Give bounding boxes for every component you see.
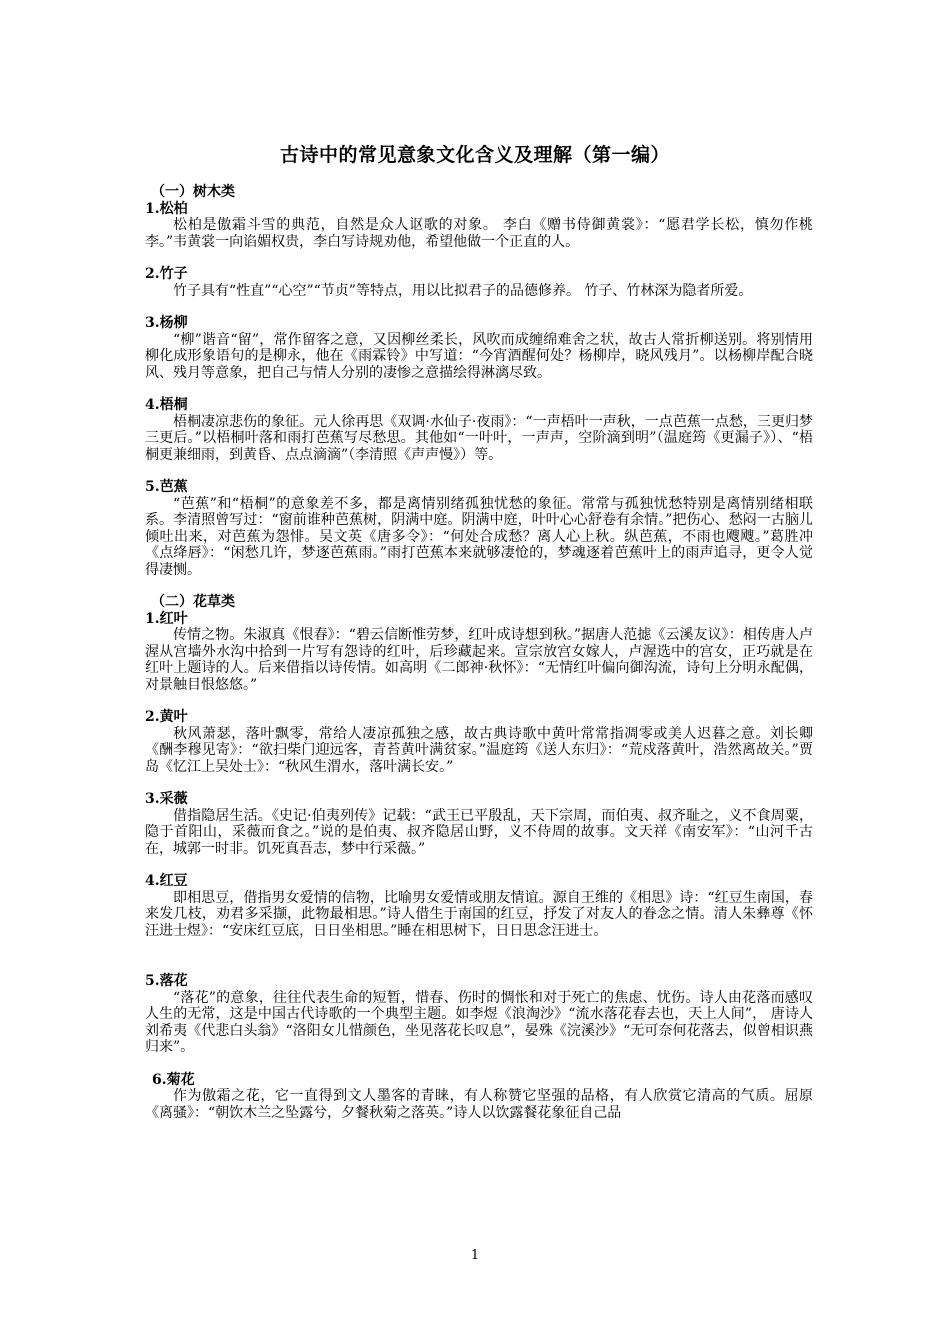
section-yangliu <box>145 315 813 381</box>
section-heading: 1.红叶 <box>145 610 188 627</box>
section-hongdou <box>145 873 813 939</box>
section-text: “柳”谐音“留”，常作留客之意，又因柳丝柔长，风吹而成缠绵难舍之状，故古人常折柳送别。将别情用柳化成形象语句的是柳永，他在《雨霖铃》中写道：“今宵酒醒何处？杨柳岸，晓风残月”。以杨柳岸配合晓风、残月等意象，把自己与情人分别的凄惨之意描绘得淋漓尽致。 <box>145 331 813 381</box>
section-text: 松柏是傲霜斗雪的典范，自然是众人讴歌的对象。 李白《赠书侍御黄裳》：“愿君学长松，慎勿作桃李。”韦黄裳一向谄媚权贵，李白写诗规劝他，希望他做一个正直的人。 <box>145 217 813 250</box>
section-huangye <box>145 709 813 775</box>
category-heading-flowers: （二）花草类 <box>151 594 235 610</box>
section-text: “落花”的意象，往往代表生命的短暂，惜春、伤时的惆怅和对于死亡的焦虑、忧伤。诗人由花落而感叹人生的无常，这是中国古代诗歌的一个典型主题。如李煜《浪淘沙》“流水落花春去也，天上人间”， 唐诗人刘希夷《代悲白头翁》“洛阳女儿惜颜色，坐见落花长叹息”，晏殊《浣溪沙》“无可奈何花落去，似曾相识燕归来”。 <box>145 989 813 1055</box>
section-heading: 4.梧桐 <box>145 397 188 413</box>
section-luohua <box>145 973 813 1056</box>
section-text: “芭蕉”和“梧桐”的意象差不多，都是离情别绪孤独忧愁的象征。常常与孤独忧愁特别是离情别绪相联系。李清照曾写过：“窗前谁种芭蕉树，阴满中庭。阴满中庭，叶叶心心舒卷有余情。”把伤心、愁闷一古脑儿倾吐出来，对芭蕉为怨悱。吴文英《唐多令》：“何处合成愁？离人心上秋。纵芭蕉，不雨也飕飕。”葛胜冲《点绛唇》：“闲愁几许，梦逐芭蕉雨。”雨打芭蕉本来就够凄怆的，梦魂逐着芭蕉叶上的雨声追寻，更令人觉得凄恻。 <box>145 495 813 578</box>
document-body <box>145 184 813 1121</box>
section-text: 传情之物。朱淑真《恨春》：“碧云信断惟劳梦，红叶成诗想到秋。”据唐人范摅《云溪友议》：相传唐人卢渥从宫墙外水沟中拾到一片写有怨诗的红叶，后珍藏起来。宣宗放宫女嫁人，卢渥选中的宫女，正巧就是在红叶上题诗的人。后来借指以诗传情。如高明《二郎神·秋怀》：“无情红叶偏向御沟流，诗句上分明永配偶，对景触目恨悠悠。” <box>145 627 813 693</box>
section-heading: 3.杨柳 <box>145 315 188 331</box>
page-number: 1 <box>470 1248 480 1263</box>
section-text: 梧桐凄凉悲伤的象征。元人徐再思《双调·水仙子·夜雨》：“一声梧叶一声秋，一点芭蕉一点愁，三更归梦三更后。”以梧桐叶落和雨打芭蕉写尽愁思。其他如“一叶叶，一声声，空阶滴到明”（温庭筠《更漏子》）、“梧桐更兼细雨，到黄昏、点点滴滴”（李清照《声声慢》）等。 <box>145 413 813 463</box>
section-text: 竹子具有“性直”“心空”“节贞”等特点，用以比拟君子的品德修养。 竹子、竹林深为隐者所爱。 <box>173 282 753 299</box>
section-heading: 4.红豆 <box>145 873 188 889</box>
section-heading: 3.采薇 <box>145 791 188 807</box>
section-songbai <box>145 201 813 251</box>
section-juhua <box>145 1072 813 1122</box>
section-heading: 2.黄叶 <box>145 709 188 725</box>
section-text: 即相思豆，借指男女爱情的信物，比喻男女爱情或朋友情谊。源自王维的《相思》诗：“红豆生南国，春来发几枝，劝君多采撷，此物最相思。”诗人借生于南国的红豆，抒发了对友人的眷念之情。清人朱彝尊《怀汪进士煜》：“安床红豆底，日日坐相思。”睡在相思树下，日日思念汪进士。 <box>145 889 813 939</box>
section-heading: 1.松柏 <box>145 200 188 217</box>
section-text: 秋风萧瑟，落叶飘零，常给人凄凉孤独之感，故古典诗歌中黄叶常常指凋零或美人迟暮之意。刘长卿《酬李穆见寄》：“欲扫柴门迎远客，青苔黄叶满贫家。”温庭筠《送人东归》：“荒戍落黄叶，浩然离故关。”贾岛《忆江上吴处士》：“秋风生渭水，落叶满长安。” <box>145 725 813 775</box>
document-title: 古诗中的常见意象文化含义及理解（第一编） <box>279 144 670 166</box>
section-zhuzi <box>145 266 813 299</box>
section-heading: 5.落花 <box>145 973 188 989</box>
section-heading: 5.芭蕉 <box>145 479 188 495</box>
section-bajiao <box>145 479 813 578</box>
section-heading: 2.竹子 <box>145 266 188 282</box>
section-heading: 6.菊花 <box>152 1071 195 1088</box>
section-caiwei <box>145 791 813 857</box>
section-text: 作为傲霜之花，它一直得到文人墨客的青睐，有人称赞它坚强的品格，有人欣赏它清高的气质。屈原《离骚》：“朝饮木兰之坠露兮，夕餐秋菊之落英。”诗人以饮露餐花象征自己品 <box>145 1088 813 1121</box>
section-wutong <box>145 397 813 463</box>
section-hongye <box>145 611 813 694</box>
category-heading-trees: （一）树木类 <box>151 184 235 200</box>
section-text: 借指隐居生活。《史记·伯夷列传》记载：“武王已平殷乱，天下宗周，而伯夷、叔齐耻之，义不食周粟，隐于首阳山，采薇而食之。”说的是伯夷、叔齐隐居山野，义不侍周的故事。文天祥《南安军》：“山河千古在，城郭一时非。饥死真吾志，梦中行采薇。” <box>145 807 813 857</box>
